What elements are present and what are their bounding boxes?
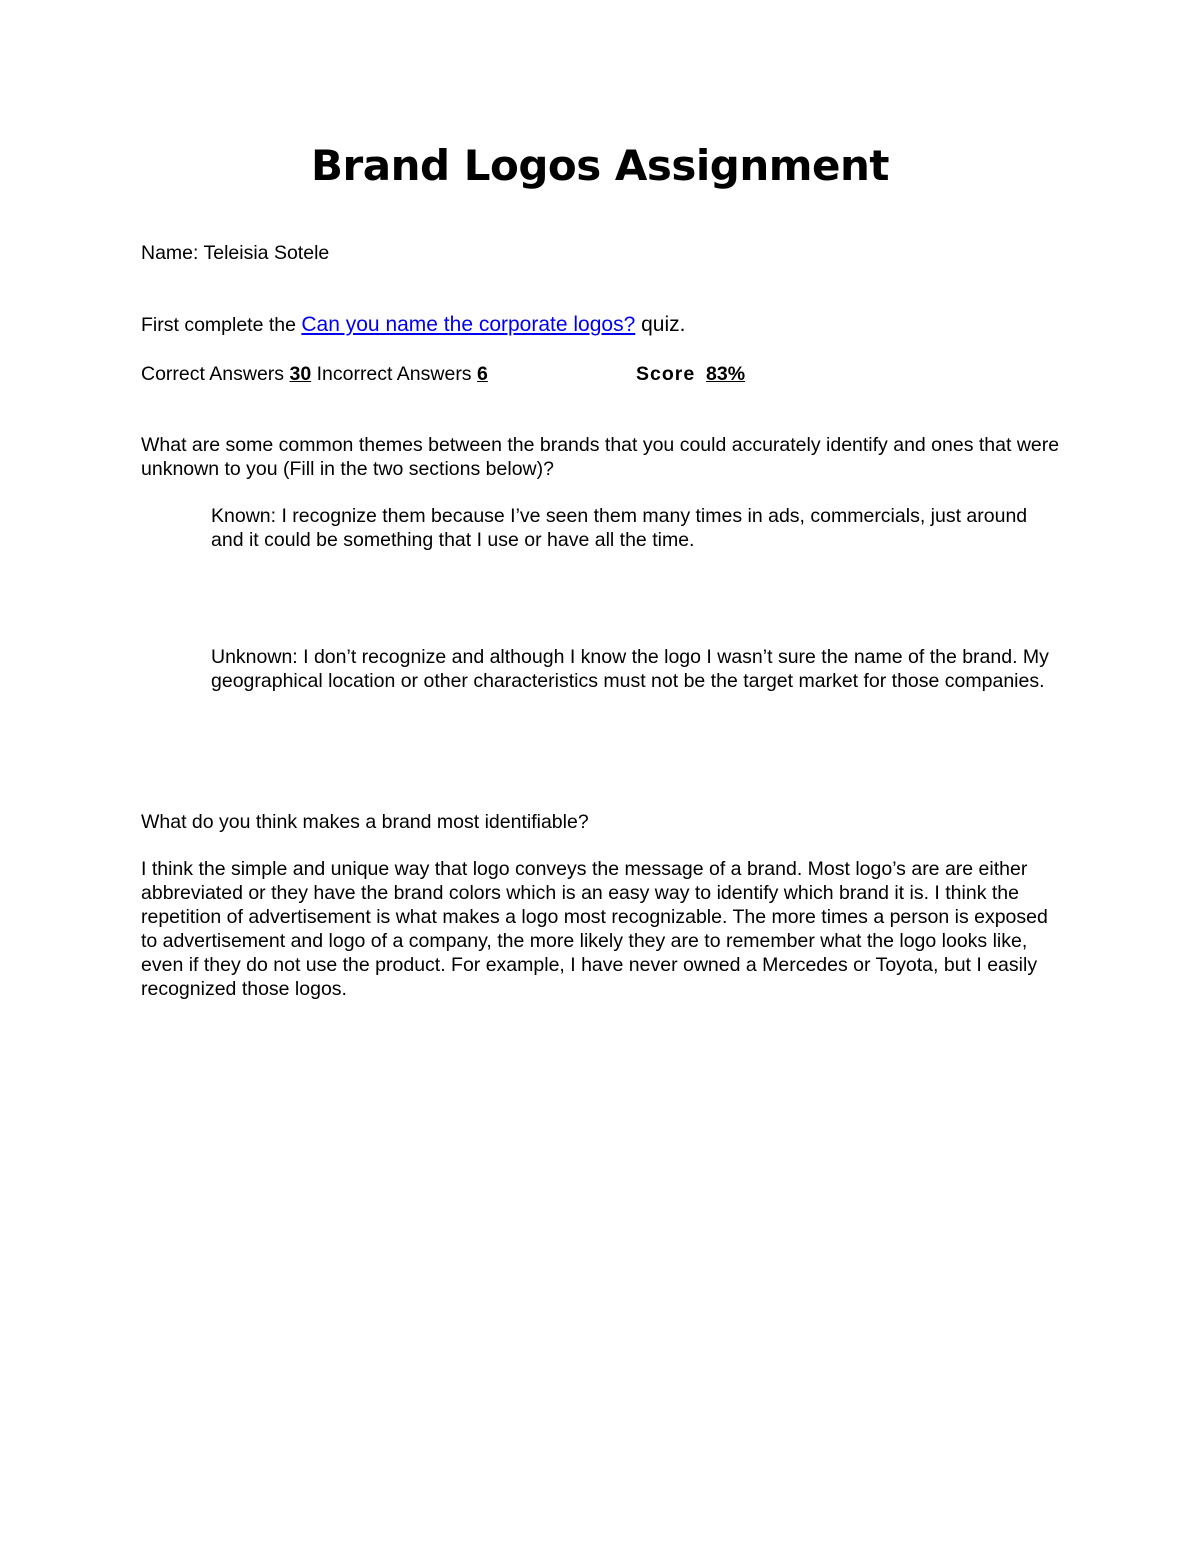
unknown-answer: Unknown: I don’t recognize and although I know the logo I wasn’t sure the name of the brand. My geographical location or other characteristics must not be the target market for those companies. [211,646,1049,692]
score-label: Score [636,363,696,385]
correct-answers-value: 30 [289,363,312,385]
instruction-line [141,313,685,337]
student-name-line: Name: Teleisia Sotele [141,242,330,264]
score-value: 83% [706,363,746,385]
correct-answers-label: Correct Answers [141,363,290,385]
question-1: What are some common themes between the brands that you could accurately identify and ones that were unknown to you (Fill in the two sections below)? [141,434,1060,480]
incorrect-answers-label: Incorrect Answers [311,363,477,385]
known-answer: Known: I recognize them because I’ve seen them many times in ads, commercials, just around and it could be something that I use or have all the time. [211,505,1028,551]
instruction-suffix: quiz. [635,313,686,336]
document-title: Brand Logos Assignment [311,141,889,190]
score-block [636,362,745,386]
results-line [141,362,488,386]
answer-2: I think the simple and unique way that logo conveys the message of a brand. Most logo’s are are either abbreviated or they have the brand colors which is an easy way to identify which brand it is. I think the repetition of advertisement is what makes a logo most recognizable. The more times a person is exposed to advertisement and logo of a company, the more likely they are to remember what the logo looks like, even if they do not use the product. For example, I have never owned a Mercedes or Toyota, but I easily recognized those logos. [141,858,1048,1000]
incorrect-answers-value: 6 [476,363,488,385]
question-2: What do you think makes a brand most identifiable? [141,811,589,833]
quiz-link[interactable]: Can you name the corporate logos? [301,313,636,336]
instruction-prefix: First complete the [141,314,302,336]
